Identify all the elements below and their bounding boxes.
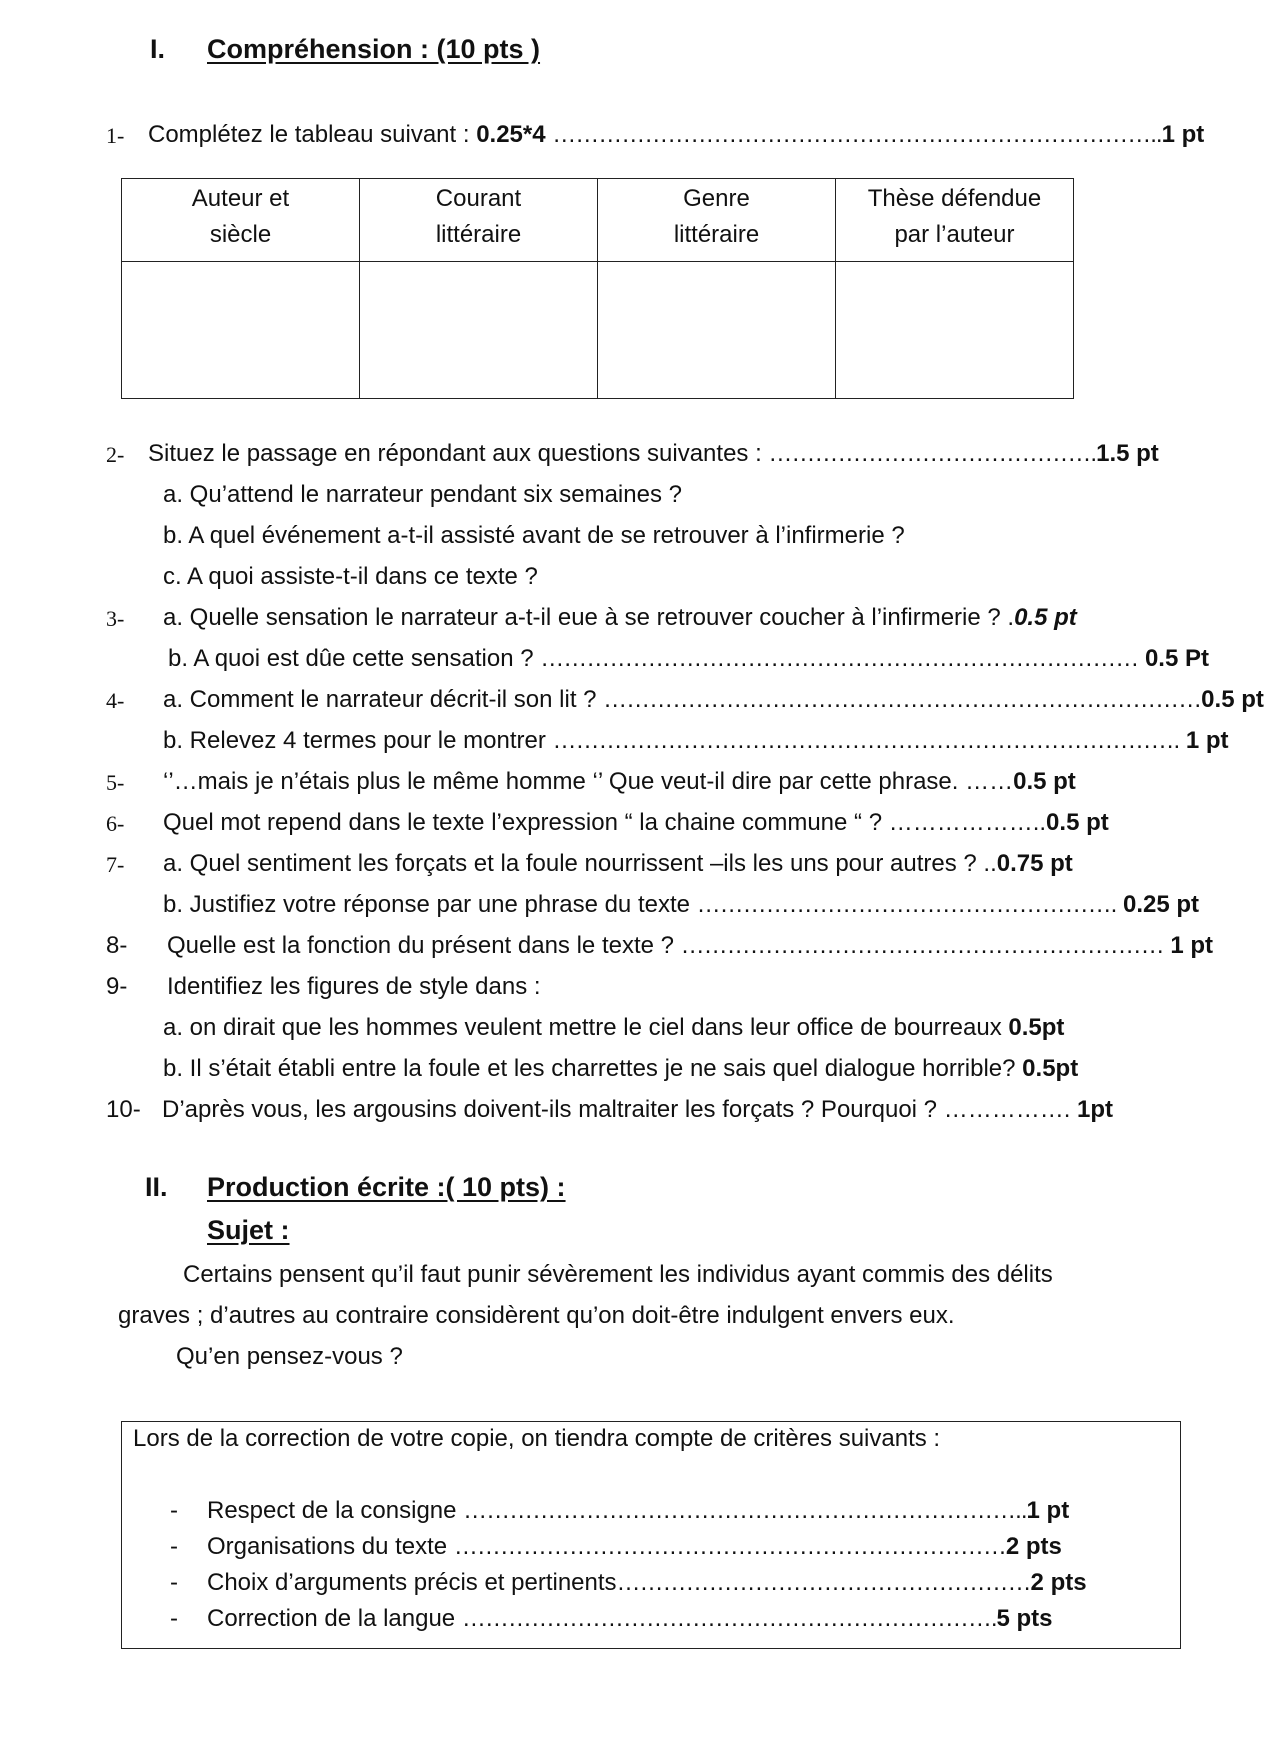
table-cell-movement[interactable] xyxy=(360,262,598,399)
criterion-points: 5 pts xyxy=(996,1605,1053,1632)
table-header-thesis: Thèse défendue par l’auteur xyxy=(836,179,1074,262)
sujet-question: Qu’en pensez-vous ? xyxy=(176,1343,403,1370)
leader-dots: …………………………………………………………………….. xyxy=(552,121,1162,148)
question-9-text: Identifiez les figures de style dans : xyxy=(167,973,541,1000)
question-2c: c. A quoi assiste-t-il dans ce texte ? xyxy=(163,563,538,590)
question-3a xyxy=(163,604,1077,632)
leader-dots: ……………………………………. xyxy=(768,440,1097,467)
bullet-dash: - xyxy=(170,1569,178,1596)
criterion-item xyxy=(207,1605,1053,1633)
question-8 xyxy=(167,932,1213,960)
question-4a-text: a. Comment le narrateur décrit-il son lit ? xyxy=(163,686,604,713)
bullet-dash: - xyxy=(170,1533,178,1560)
criterion-item xyxy=(207,1533,1062,1561)
leader-dots: ……………………………………………………………. xyxy=(461,1605,997,1632)
section-1-title: Compréhension : (10 pts ) xyxy=(207,34,541,64)
criterion-points: 2 pts xyxy=(1005,1533,1062,1560)
leader-dots: ……………………………………………………………… xyxy=(453,1533,1006,1560)
question-9-number: 9- xyxy=(106,973,128,1000)
question-9b-text: b. Il s’était établi entre la foule et les charrettes je ne sais quel dialogue horrible? xyxy=(163,1055,1023,1082)
criterion-item xyxy=(207,1497,1069,1525)
question-10-points: 1pt xyxy=(1077,1096,1114,1123)
sujet-heading: Sujet : xyxy=(207,1215,290,1245)
question-9b xyxy=(163,1055,1078,1083)
criterion-label: Correction de la langue xyxy=(207,1605,462,1632)
question-9b-points: 0.5pt xyxy=(1022,1055,1079,1082)
question-6-text: Quel mot repend dans le texte l’expression “ la chaine commune “ ? ……………….. xyxy=(163,809,1047,836)
question-4a xyxy=(163,686,1264,714)
question-3b xyxy=(168,645,1209,673)
leader-dots: ……………………………………………………………….. xyxy=(463,1497,1027,1524)
criterion-label: Choix d’arguments précis et pertinents xyxy=(207,1569,617,1596)
question-2-points: 1.5 pt xyxy=(1096,440,1159,467)
question-1-number: 1- xyxy=(106,123,125,148)
question-7a xyxy=(163,850,1073,878)
table-cell-thesis[interactable] xyxy=(836,262,1074,399)
question-4b xyxy=(163,727,1229,755)
leader-dots: ………………………………………………………………………. xyxy=(552,727,1180,754)
question-5-text: ‘’…mais je n’étais plus le même homme ‘’ Que veut-il dire par cette phrase. …… xyxy=(163,768,1014,795)
question-9a-points: 0.5pt xyxy=(1008,1014,1065,1041)
table-header-genre: Genre littéraire xyxy=(598,179,836,262)
question-3b-points: 0.5 Pt xyxy=(1138,645,1209,672)
criteria-intro: Lors de la correction de votre copie, on tiendra compte de critères suivants : xyxy=(133,1425,941,1452)
question-8-number: 8- xyxy=(106,932,128,959)
criterion-points: 1 pt xyxy=(1026,1497,1070,1524)
question-8-points: 1 pt xyxy=(1163,932,1213,959)
question-4a-points: 0.5 pt xyxy=(1201,686,1264,713)
question-5-number: 5- xyxy=(106,770,125,795)
question-3a-points: 0.5 pt xyxy=(1014,604,1077,631)
question-3b-text: b. A quoi est dûe cette sensation ? xyxy=(168,645,541,672)
question-10-text: D’après vous, les argousins doivent-ils maltraiter les forçats ? Pourquoi ? ……………. xyxy=(162,1096,1078,1123)
question-1-text: Complétez le tableau suivant : xyxy=(148,121,477,148)
question-4b-points: 1 pt xyxy=(1179,727,1229,754)
question-7b xyxy=(163,891,1199,919)
table-cell-author[interactable] xyxy=(122,262,360,399)
question-2a: a. Qu’attend le narrateur pendant six semaines ? xyxy=(163,481,682,508)
question-1 xyxy=(148,121,1204,149)
answer-table xyxy=(121,178,1074,399)
criterion-label: Respect de la consigne xyxy=(207,1497,464,1524)
question-6-number: 6- xyxy=(106,811,125,836)
question-9a xyxy=(163,1014,1064,1042)
sujet-line-2: graves ; d’autres au contraire considèrent qu’on doit-être indulgent envers eux. xyxy=(118,1302,955,1329)
section-1-number: I. xyxy=(150,34,166,64)
section-2-title: Production écrite :( 10 pts) : xyxy=(207,1172,566,1202)
question-6-points: 0.5 pt xyxy=(1046,809,1109,836)
criterion-points: 2 pts xyxy=(1030,1569,1087,1596)
leader-dots: ………………………………………………. xyxy=(696,891,1117,918)
bullet-dash: - xyxy=(170,1605,178,1632)
question-2 xyxy=(148,440,1159,468)
question-7b-points: 0.25 pt xyxy=(1116,891,1200,918)
table-header-author: Auteur et siècle xyxy=(122,179,360,262)
question-2b: b. A quel événement a-t-il assisté avant de se retrouver à l’infirmerie ? xyxy=(163,522,905,549)
table-cell-genre[interactable] xyxy=(598,262,836,399)
question-4b-text: b. Relevez 4 termes pour le montrer xyxy=(163,727,553,754)
question-7-number: 7- xyxy=(106,852,125,877)
question-3-number: 3- xyxy=(106,606,125,631)
leader-dots: ……………………………………………… xyxy=(616,1569,1031,1596)
question-1-scale: 0.25*4 xyxy=(476,121,546,148)
question-4-number: 4- xyxy=(106,688,125,713)
leader-dots: …………………………………………………………………… xyxy=(603,686,1202,713)
question-3a-text: a. Quelle sensation le narrateur a-t-il eue à se retrouver coucher à l’infirmerie ? . xyxy=(163,604,1015,631)
question-7a-text: a. Quel sentiment les forçats et la foule nourrissent –ils les uns pour autres ? .. xyxy=(163,850,997,877)
question-2-text: Situez le passage en répondant aux questions suivantes : xyxy=(148,440,769,467)
question-5-points: 0.5 pt xyxy=(1013,768,1076,795)
section-2-number: II. xyxy=(145,1172,168,1202)
question-7b-text: b. Justifiez votre réponse par une phrase du texte xyxy=(163,891,697,918)
question-1-points: 1 pt xyxy=(1161,121,1205,148)
question-10-number: 10- xyxy=(106,1096,141,1123)
leader-dots: …………………………………………………………………… xyxy=(540,645,1139,672)
question-10 xyxy=(162,1096,1113,1124)
question-5 xyxy=(163,768,1076,796)
table-header-movement: Courant littéraire xyxy=(360,179,598,262)
criterion-label: Organisations du texte xyxy=(207,1533,454,1560)
criterion-item xyxy=(207,1569,1087,1597)
bullet-dash: - xyxy=(170,1497,178,1524)
question-2-number: 2- xyxy=(106,442,125,467)
leader-dots: ……………………………………………………… xyxy=(680,932,1164,959)
question-9a-text: a. on dirait que les hommes veulent mettre le ciel dans leur office de bourreaux xyxy=(163,1014,1009,1041)
question-6 xyxy=(163,809,1109,837)
question-8-text: Quelle est la fonction du présent dans le texte ? xyxy=(167,932,681,959)
question-7a-points: 0.75 pt xyxy=(996,850,1073,877)
sujet-line-1: Certains pensent qu’il faut punir sévèrement les individus ayant commis des délits xyxy=(183,1261,1053,1288)
